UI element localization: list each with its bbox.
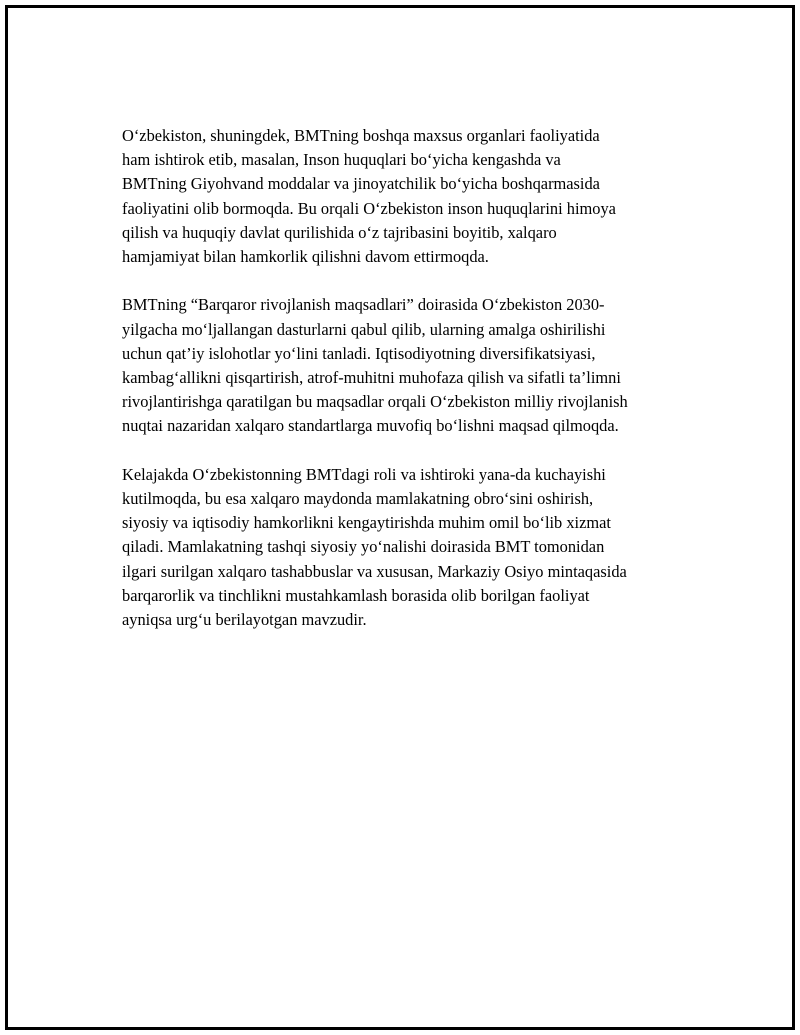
paragraph-line: Kelajakda O‘zbekistonning BMTdagi roli va ishtiroki yana-da kuchayishi	[122, 464, 606, 484]
paragraph-line: BMTning “Barqaror rivojlanish maqsadlari” doirasida O‘zbekiston 2030-	[122, 295, 605, 315]
paragraph-3	[122, 463, 702, 632]
page-frame	[5, 5, 795, 1030]
paragraph-line: nuqtai nazaridan xalqaro standartlarga muvofiq bo‘lishni maqsad qilmoqda.	[122, 416, 619, 436]
paragraph-line: ayniqsa urg‘u berilayotgan mavzudir.	[122, 610, 367, 630]
paragraph-line: uchun qat’iy islohotlar yo‘lini tanladi. Iqtisodiyotning diversifikatsiyasi,	[122, 343, 596, 363]
paragraph-line: siyosiy va iqtisodiy hamkorlikni kengaytirishda muhim omil bo‘lib xizmat	[122, 513, 611, 533]
paragraph-2	[122, 293, 702, 438]
paragraph-line: BMTning Giyohvand moddalar va jinoyatchilik bo‘yicha boshqarmasida	[122, 174, 600, 194]
paragraph-1	[122, 124, 702, 269]
document-body	[122, 124, 702, 632]
paragraph-line: yilgacha mo‘ljallangan dasturlarni qabul qilib, ularning amalga oshirilishi	[122, 319, 606, 339]
paragraph-line: faoliyatini olib bormoqda. Bu orqali O‘zbekiston inson huquqlarini himoya	[122, 198, 616, 218]
paragraph-line: barqarorlik va tinchlikni mustahkamlash borasida olib borilgan faoliyat	[122, 585, 590, 605]
paragraph-line: rivojlantirishga qaratilgan bu maqsadlar orqali O‘zbekiston milliy rivojlanish	[122, 392, 628, 412]
paragraph-line: ham ishtirok etib, masalan, Inson huquqlari bo‘yicha kengashda va	[122, 150, 561, 170]
paragraph-line: qilish va huquqiy davlat qurilishida o‘z tajribasini boyitib, xalqaro	[122, 222, 557, 242]
paragraph-line: kutilmoqda, bu esa xalqaro maydonda mamlakatning obro‘sini oshirish,	[122, 489, 594, 509]
paragraph-line: hamjamiyat bilan hamkorlik qilishni davom ettirmoqda.	[122, 247, 489, 267]
paragraph-line: kambag‘allikni qisqartirish, atrof-muhitni muhofaza qilish va sifatli ta’limni	[122, 368, 621, 388]
paragraph-line: O‘zbekiston, shuningdek, BMTning boshqa maxsus organlari faoliyatida	[122, 126, 600, 145]
paragraph-line: ilgari surilgan xalqaro tashabbuslar va xususan, Markaziy Osiyo mintaqasida	[122, 561, 627, 581]
paragraph-line: qiladi. Mamlakatning tashqi siyosiy yo‘nalishi doirasida BMT tomonidan	[122, 537, 605, 557]
